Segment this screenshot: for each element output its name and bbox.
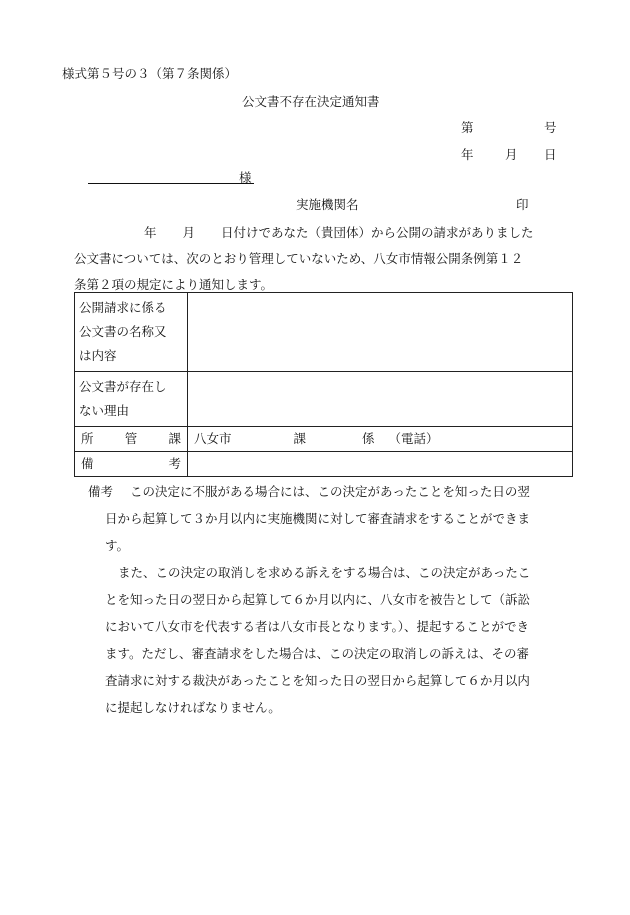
reference-number-go: 号 [544,120,557,135]
notes-heading: 備考 [88,484,114,499]
reference-number-dai: 第 [461,120,474,135]
intro-line-3: 条第２項の規定により通知します。 [74,277,274,292]
request-document-label: 公開請求に係る 公文書の名称又 は内容 [75,293,188,372]
reason-label: 公文書が存在し ない理由 [75,372,188,427]
remarks-value [188,452,573,477]
date-month: 月 [505,147,518,162]
remarks-label: 備 考 [75,452,188,477]
request-document-value [188,293,573,372]
date-year: 年 [461,147,474,162]
table-row [75,293,573,372]
intro-line-2: 公文書については、次のとおり管理していないため、八女市情報公開条例第１２ [74,251,524,266]
addressee-suffix: 様 [239,170,252,185]
addressee-underline [88,182,254,184]
department-value: 八女市 課 係 （電話） [188,427,573,452]
notes-section: 備考 この決定に不服がある場合には、この決定があったことを知った日の翌 日から起算して３か月以内に実施機関に対して審査請求をすることができま す。 また、この決定の取消しを求める訴えをする場合は、この決定があったこ とを知った日の翌日から起算して６か月以内に、八女市を被告として（訴訟 において八女市を代表する者は八女市長となります。）、提起することができ ます。ただし、審査請求をした場合は、この決定の取消しの訴えは、その審 査請求に対する裁決があったことを知った日の翌日から起算して６か月以内 に提起しなければなりません。 [88,478,578,721]
reason-value [188,372,573,427]
table-row [75,452,573,477]
table-row [75,427,573,452]
seal-mark: 印 [516,197,529,212]
intro-paragraph [74,220,534,298]
info-table [74,292,573,477]
document-title: 公文書不存在決定通知書 [242,94,380,109]
agency-name-label: 実施機関名 [296,197,359,212]
form-number: 様式第５号の３（第７条関係） [62,66,238,81]
table-row [75,372,573,427]
department-label: 所 管 課 [75,427,188,452]
date-day: 日 [544,147,557,162]
intro-line-1: 年 月 日付けであなた（貴団体）から公開の請求がありました [144,225,534,240]
